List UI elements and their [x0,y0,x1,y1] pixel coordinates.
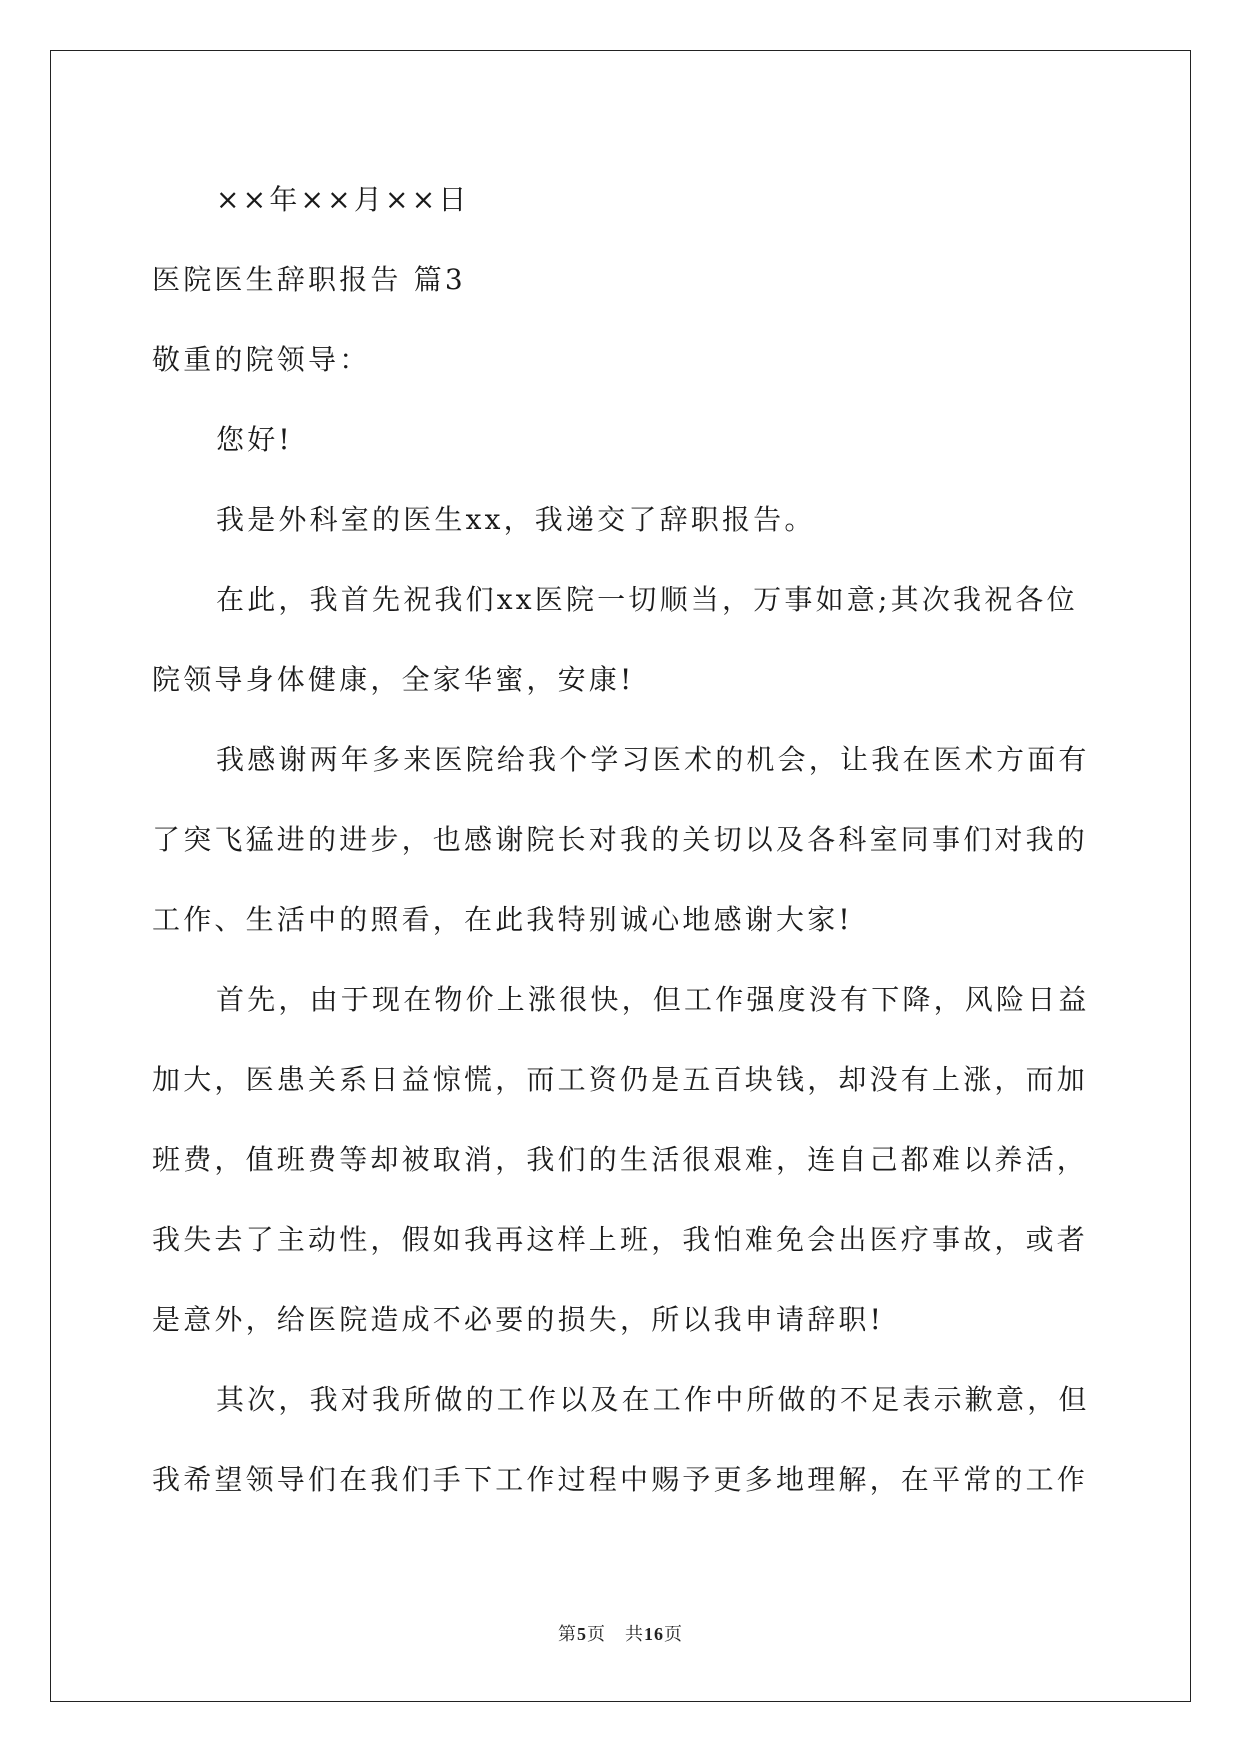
current-page-number: 5 [577,1624,587,1644]
paragraph-line: 其次，我对我所做的工作以及在工作中所做的不足表示歉意，但 [216,1383,1090,1416]
page-footer [0,1622,1241,1647]
section-title: 医院医生辞职报告 篇3 [152,263,466,296]
date-line: ××年××月××日 [216,183,470,216]
paragraph-line: 是意外，给医院造成不必要的损失，所以我申请辞职! [152,1303,885,1336]
page-label-mid: 页 共 [587,1624,644,1645]
paragraph-line: 工作、生活中的照看，在此我特别诚心地感谢大家! [152,903,853,936]
document-body [152,160,1092,1520]
paragraph-line: 在此，我首先祝我们xx医院一切顺当，万事如意;其次我祝各位 [216,583,1078,616]
page-label-suffix: 页 [664,1624,683,1645]
salutation: 敬重的院领导： [152,343,371,376]
total-page-number: 16 [644,1624,664,1644]
paragraph-line: 我失去了主动性，假如我再这样上班，我怕难免会出医疗事故，或者 [152,1223,1089,1256]
greeting: 您好! [216,423,293,456]
page-label-prefix: 第 [558,1624,577,1645]
paragraph-line: 加大，医患关系日益惊慌，而工资仍是五百块钱，却没有上涨，而加 [152,1063,1089,1096]
paragraph-line: 我希望领导们在我们手下工作过程中赐予更多地理解，在平常的工作 [152,1463,1089,1496]
paragraph-line: 班费，值班费等却被取消，我们的生活很艰难，连自己都难以养活， [152,1143,1089,1176]
paragraph-line: 院领导身体健康，全家华蜜，安康! [152,663,635,696]
paragraph-line: 了突飞猛进的进步，也感谢院长对我的关切以及各科室同事们对我的 [152,823,1089,856]
paragraph-line: 首先，由于现在物价上涨很快，但工作强度没有下降，风险日益 [216,983,1090,1016]
paragraph-line: 我是外科室的医生xx，我递交了辞职报告。 [216,503,816,536]
paragraph-line: 我感谢两年多来医院给我个学习医术的机会，让我在医术方面有 [216,743,1090,776]
